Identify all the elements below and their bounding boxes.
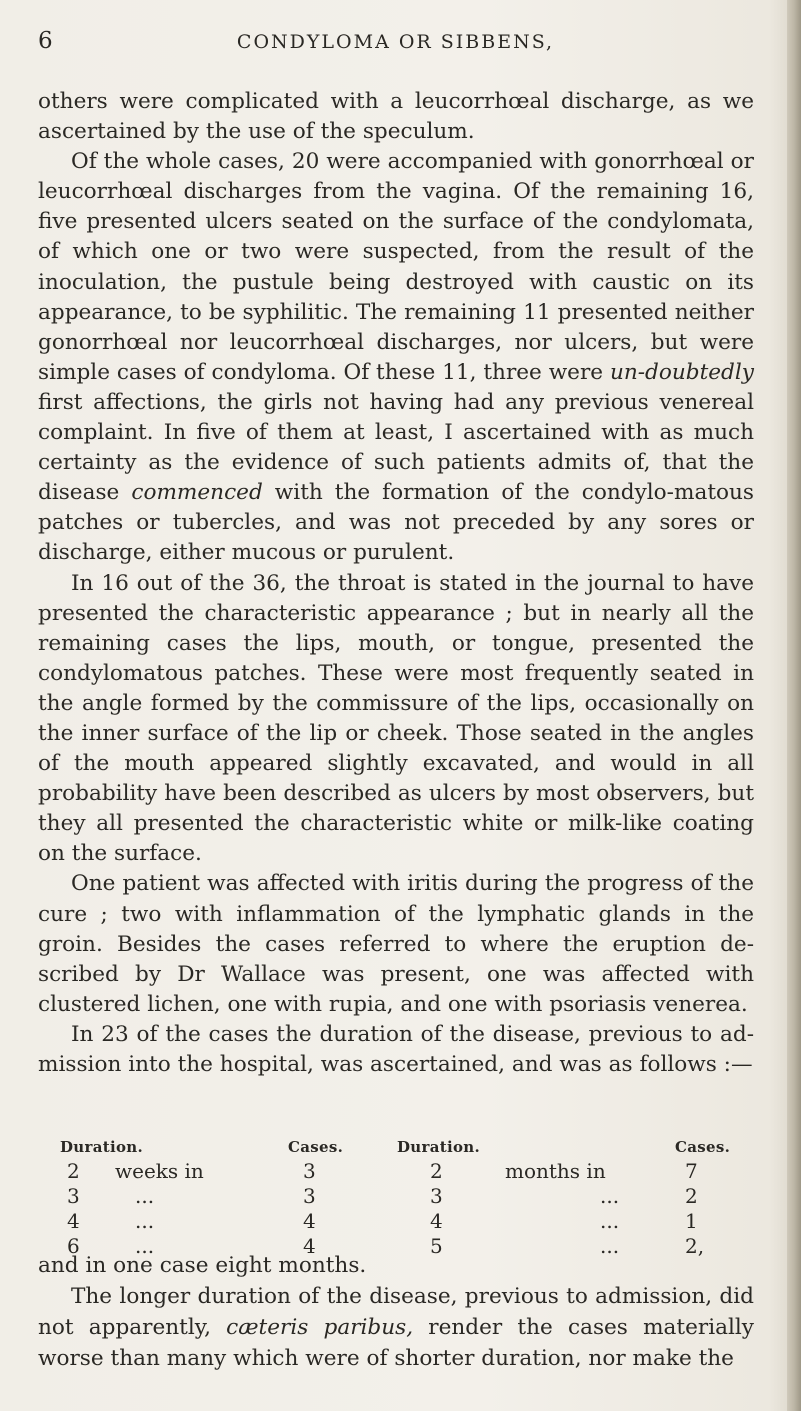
paragraph-2-part-a: Of the whole cases, 20 were accompanied with gonorrhœal or leucorrhœal discharges from the vagina. Of the remaining 16, five presented ulcers seated on the surface of the condylomata, of which one or two were suspected, from the result of the inoculation, the pustule being destroyed with caustic on its appearance, to be syphilitic. The remaining 11 presented neither gonorrhœal nor leucorrhœal discharges, nor ulcers, but were simple cases of condyloma. Of these 11, three were xyxy=(38,149,754,385)
paragraph-7-part-a: The longer duration of the disease, previous to admission, did not apparently, xyxy=(38,1284,754,1340)
emphasis-caeteris-paribus: cæteris paribus, xyxy=(226,1315,414,1340)
paragraph-2-part-c: with the formation of the condylo-matous patches or tubercles, and was not preceded by any sores or discharge, either mucous or purulent. xyxy=(38,480,754,566)
table-cell-ditto: ... xyxy=(135,1184,155,1208)
running-title: CONDYLOMA OR SIBBENS, xyxy=(236,31,555,53)
table-cell-cases: 3 xyxy=(303,1184,316,1208)
table-cell-ditto: ... xyxy=(135,1209,155,1233)
table-cell-months: 5 xyxy=(430,1234,443,1258)
paragraph-5: In 23 of the cases the duration of the disease, previous to ad-mission into the hospital, was ascertained, and was as follows :— xyxy=(38,1021,754,1077)
header-cases-weeks: Cases. xyxy=(288,1138,344,1156)
table-cell-weeks: 2 xyxy=(67,1159,80,1183)
table-cell-weeks: 6 xyxy=(67,1234,80,1258)
table-cell-months: 3 xyxy=(430,1184,443,1208)
table-cell-unit: months in xyxy=(505,1159,606,1183)
table-cell-months: 2 xyxy=(430,1159,443,1183)
table-cell-ditto: ... xyxy=(600,1234,620,1258)
paragraph-3: In 16 out of the 36, the throat is stated in the journal to have presented the characteristic appearance ; but in nearly all the remaining cases the lips, mouth, or tongue, presented the condylomatous patches. These were most frequently seated in the angle formed by the commissure of the lips, occasionally on the inner surface of the lip or cheek. Those seated in the angles of the mouth appeared slightly excavated, and would in all probability have been described as ulcers by most observers, but they all presented the characteristic white or milk-like coating on the surface. xyxy=(38,570,754,867)
paragraph-2-part-b: first affections, the girls not having had any previous venereal complaint. In five of them at least, I ascertained with as much certainty as the evidence of such patients admits of, that the disease xyxy=(38,389,754,506)
table-cell-cases: 2, xyxy=(685,1234,705,1258)
paragraph-1: others were complicated with a leucorrhœal discharge, as we ascertained by the use of the speculum. xyxy=(38,89,754,145)
body-text-continued xyxy=(38,1250,754,1374)
table-cell-cases: 3 xyxy=(303,1159,316,1183)
table-cell-ditto: ... xyxy=(600,1184,620,1208)
page-edge xyxy=(787,0,801,1411)
table-cell-cases: 4 xyxy=(303,1209,316,1233)
header-duration-months: Duration. xyxy=(397,1138,480,1156)
table-cell-months: 4 xyxy=(430,1209,443,1233)
table-cell-cases: 1 xyxy=(685,1209,698,1233)
table-cell-weeks: 4 xyxy=(67,1209,80,1233)
page-header xyxy=(38,24,753,58)
page-number: 6 xyxy=(38,28,54,54)
table-cell-cases: 7 xyxy=(685,1159,698,1183)
body-text xyxy=(38,87,754,1080)
table-cell-cases: 2 xyxy=(685,1184,698,1208)
paragraph-2 xyxy=(38,147,754,568)
header-duration-weeks: Duration. xyxy=(60,1138,143,1156)
table-cell-ditto: ... xyxy=(135,1234,155,1258)
emphasis-undoubtedly: un-doubtedly xyxy=(609,359,754,385)
paragraph-6: and in one case eight months. xyxy=(38,1253,367,1278)
table-cell-ditto: ... xyxy=(600,1209,620,1233)
paragraph-4: One patient was affected with iritis during the progress of the cure ; two with inflammation of the lymphatic glands in the groin. Besides the cases referred to where the eruption de-scribed by Dr Wallace was present, one was affected with clustered lichen, one with rupia, and one with psoriasis venerea. xyxy=(38,871,754,1017)
table-cell-unit: weeks in xyxy=(115,1159,204,1183)
emphasis-commenced: commenced xyxy=(131,480,263,506)
paragraph-7-part-b: render the cases materially worse than many which were of shorter duration, nor make the xyxy=(38,1315,754,1371)
table-cell-weeks: 3 xyxy=(67,1184,80,1208)
table-cell-cases: 4 xyxy=(303,1234,316,1258)
header-cases-months: Cases. xyxy=(675,1138,731,1156)
paragraph-7 xyxy=(38,1281,754,1374)
